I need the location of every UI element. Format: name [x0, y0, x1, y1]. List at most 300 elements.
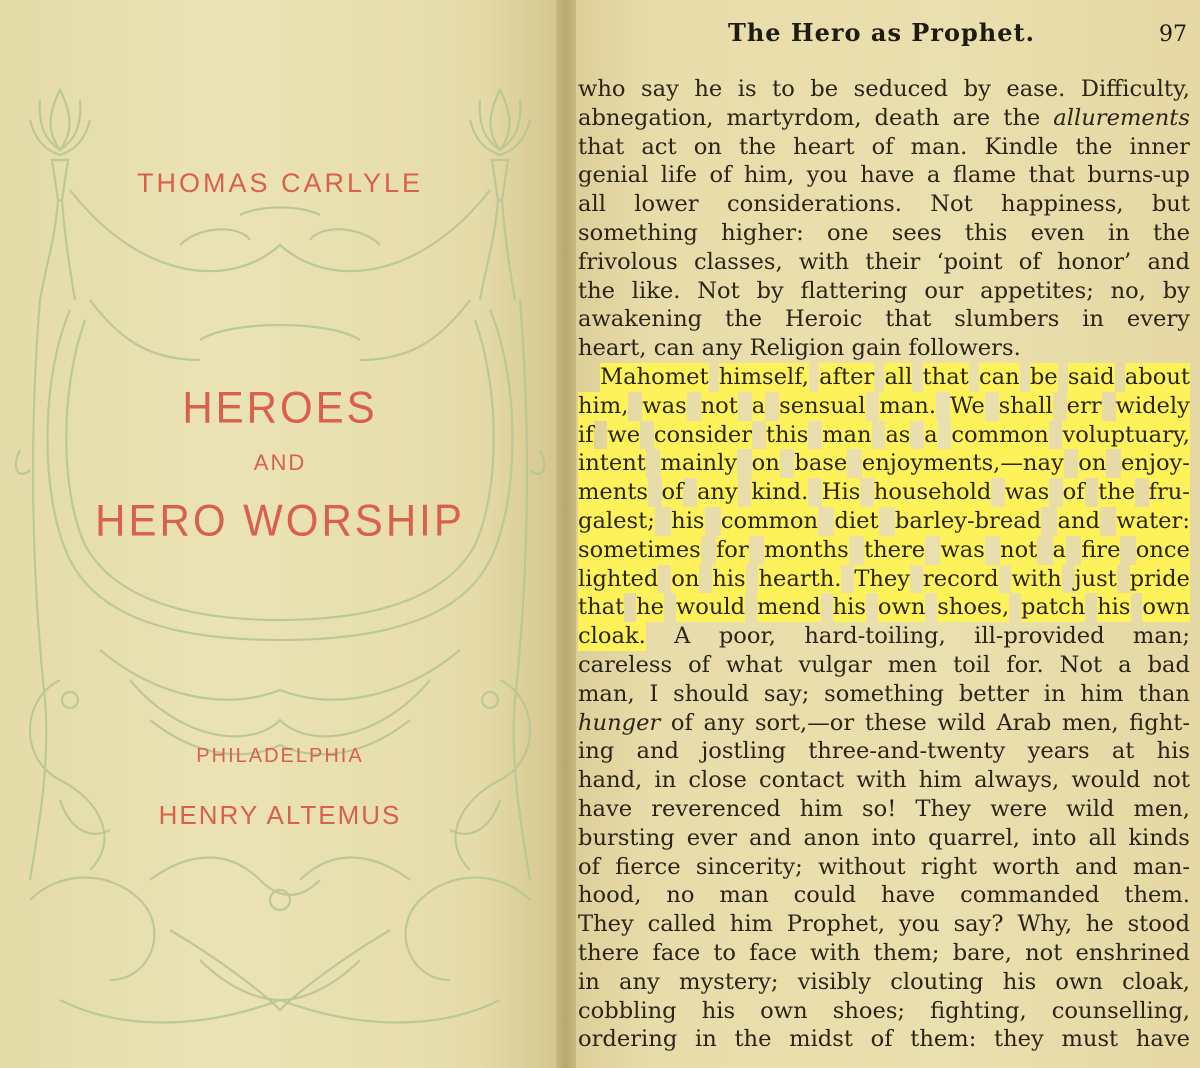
- word: of: [1018, 248, 1041, 275]
- word: without: [818, 853, 906, 880]
- word: shoes,: [937, 594, 1010, 621]
- word: them:: [910, 1026, 977, 1053]
- word: classes,: [693, 248, 783, 275]
- text-line: [578, 334, 1190, 363]
- word: and: [636, 738, 679, 765]
- author-name: THOMAS CARLYLE: [136, 168, 424, 198]
- word: genial: [578, 162, 649, 189]
- word: in: [694, 1026, 717, 1053]
- word: gain: [851, 335, 902, 362]
- word: consider: [653, 421, 753, 448]
- word: of: [709, 162, 732, 189]
- word: abnegation,: [578, 104, 714, 131]
- word: bare,: [952, 939, 1012, 966]
- word: in: [1082, 306, 1104, 333]
- word: his: [671, 507, 705, 534]
- word: galest;: [578, 507, 655, 534]
- word: he: [636, 594, 664, 621]
- word: Heroic: [784, 306, 863, 333]
- word: ments: [578, 479, 649, 506]
- publisher-name: HENRY ALTEMUS: [158, 800, 402, 830]
- running-head: [576, 18, 1200, 54]
- word: bad: [1147, 651, 1190, 678]
- word: at: [1111, 738, 1135, 765]
- word: any: [619, 968, 660, 995]
- word: men,: [1133, 795, 1190, 822]
- word: with: [798, 248, 850, 275]
- word: base: [794, 450, 848, 477]
- word: even: [1030, 219, 1085, 246]
- word: all: [578, 191, 606, 218]
- word: enjoyments,—nay: [861, 450, 1064, 477]
- word: Religion: [749, 335, 845, 362]
- word: on: [671, 565, 700, 592]
- word: to: [772, 76, 795, 102]
- word: not: [700, 392, 738, 419]
- word: three-and-twenty: [808, 738, 1006, 765]
- word: by: [963, 76, 991, 102]
- word: of: [578, 853, 600, 880]
- word: if: [578, 421, 594, 448]
- word: a: [1118, 651, 1132, 678]
- word: happiness,: [1001, 191, 1124, 218]
- book-title-sub: HERO WORSHIP: [95, 495, 465, 546]
- word: just: [1074, 565, 1117, 592]
- word: Why,: [1017, 911, 1073, 938]
- word: with: [810, 939, 861, 966]
- word: They: [578, 911, 634, 938]
- word: Not: [930, 191, 973, 218]
- text-line: [578, 910, 1190, 939]
- word: intent: [578, 450, 646, 477]
- text-line: [578, 709, 1190, 738]
- word: enjoy-: [1121, 450, 1190, 477]
- word: careless: [578, 651, 673, 678]
- word: called: [647, 911, 716, 938]
- word: act: [641, 133, 677, 160]
- word: have: [1135, 1026, 1190, 1053]
- word: patch: [1021, 594, 1086, 621]
- word: was: [940, 536, 985, 563]
- word: a: [1052, 536, 1066, 563]
- text-line: [578, 421, 1190, 450]
- word: close: [688, 767, 747, 794]
- word: wild: [1066, 795, 1115, 822]
- word: poor,: [718, 623, 776, 650]
- word: clouting: [890, 968, 984, 995]
- word: who: [578, 76, 626, 102]
- word: the: [1075, 133, 1113, 160]
- word: he: [1085, 911, 1114, 938]
- word: death: [874, 104, 940, 131]
- word: in: [578, 968, 600, 995]
- word: contact: [759, 767, 845, 794]
- word: frivolous: [578, 248, 678, 275]
- word: for.: [1006, 651, 1044, 678]
- word: they: [994, 1026, 1044, 1053]
- word: on: [751, 450, 780, 477]
- word: and: [1147, 248, 1190, 275]
- running-head-title: The Hero as Prophet.: [728, 18, 1035, 47]
- word: him,: [578, 392, 629, 419]
- word: and: [749, 824, 792, 851]
- word: so!: [862, 795, 897, 822]
- word: better: [958, 680, 1029, 707]
- word: ing: [578, 738, 615, 765]
- word: say: [641, 76, 679, 102]
- word: record: [922, 565, 999, 592]
- word: is: [737, 76, 757, 102]
- word: quarrel,: [928, 824, 1020, 851]
- word: to: [713, 939, 737, 966]
- word: in: [654, 767, 677, 794]
- text-line: [578, 939, 1190, 968]
- word: Not: [1059, 651, 1103, 678]
- word: honor’: [1056, 248, 1132, 275]
- word: be: [810, 76, 839, 102]
- word: every: [1126, 306, 1190, 333]
- word: something: [578, 219, 698, 246]
- word: higher:: [721, 219, 804, 246]
- word: err: [1066, 392, 1102, 419]
- word: as: [885, 421, 911, 448]
- text-line: [578, 651, 1190, 680]
- word: hand,: [578, 767, 643, 794]
- word: commanded: [960, 882, 1100, 909]
- word: mainly: [660, 450, 738, 477]
- word: kind.: [751, 479, 809, 506]
- word: could: [793, 882, 857, 909]
- word: shoes;: [832, 997, 906, 1024]
- word: all: [1088, 824, 1117, 851]
- text-line: [578, 104, 1190, 133]
- text-line: [578, 680, 1190, 709]
- word: midst: [789, 1026, 853, 1053]
- word: any: [703, 709, 745, 736]
- word: barley-bread: [894, 507, 1042, 534]
- word: of: [871, 133, 894, 160]
- word: sometimes: [578, 536, 701, 563]
- word: martyrdom,: [726, 104, 862, 131]
- word: them.: [1124, 882, 1190, 909]
- word: wild: [937, 709, 986, 736]
- word: men,: [1062, 709, 1119, 736]
- text-line: [578, 824, 1190, 853]
- word: his: [1156, 738, 1190, 765]
- word: said: [1067, 363, 1115, 390]
- text-line: [578, 795, 1190, 824]
- word: in: [1107, 219, 1130, 246]
- word: than: [1138, 680, 1190, 707]
- text-line: [578, 1025, 1190, 1054]
- text-line: [578, 219, 1190, 248]
- word: any: [701, 335, 743, 362]
- word: and: [1057, 507, 1100, 534]
- word: should: [673, 680, 750, 707]
- word: that: [1028, 162, 1075, 189]
- word: him,: [743, 162, 795, 189]
- word: this: [765, 421, 809, 448]
- word: him: [729, 911, 773, 938]
- word: vulgar: [798, 651, 872, 678]
- word: hearth.: [758, 565, 842, 592]
- word: his: [1002, 968, 1037, 995]
- word: ordering: [578, 1026, 678, 1053]
- word: enshrined: [1075, 939, 1190, 966]
- word: shall: [998, 392, 1053, 419]
- word: him: [918, 767, 962, 794]
- word: flame: [952, 162, 1017, 189]
- word: They: [915, 795, 972, 822]
- word: kinds: [1128, 824, 1190, 851]
- word: once: [1135, 536, 1190, 563]
- word: not: [1152, 767, 1190, 794]
- word: would: [1071, 767, 1141, 794]
- text-line: [578, 593, 1190, 622]
- text-line: [578, 968, 1190, 997]
- word: that: [578, 133, 625, 160]
- word: we: [607, 421, 641, 448]
- word: by: [1162, 277, 1190, 304]
- word: you: [806, 162, 848, 189]
- word: the: [1152, 219, 1190, 246]
- word: ever: [686, 824, 738, 851]
- word: he: [694, 76, 723, 102]
- word: a: [926, 162, 941, 189]
- word: the: [578, 277, 616, 304]
- word: flattering: [800, 277, 908, 304]
- word: common: [720, 507, 819, 534]
- word: Kindle: [984, 133, 1059, 160]
- word: widely: [1115, 392, 1190, 419]
- word: be: [1029, 363, 1058, 390]
- word: a: [924, 421, 938, 448]
- word: their: [865, 248, 921, 275]
- text-line: [578, 565, 1190, 594]
- word: ill-provided: [974, 623, 1105, 650]
- word: His: [821, 479, 861, 506]
- word: what: [726, 651, 783, 678]
- word: can: [653, 335, 695, 362]
- word: cloak.: [578, 623, 646, 650]
- word: them;: [873, 939, 940, 966]
- word: that: [885, 306, 932, 333]
- word: have: [881, 882, 936, 909]
- word: man: [822, 421, 872, 448]
- word: lower: [634, 191, 699, 218]
- word: him: [1080, 680, 1124, 707]
- text-line: [578, 190, 1190, 219]
- word: Mahomet: [600, 363, 709, 390]
- word: face: [749, 939, 798, 966]
- word: own: [760, 997, 808, 1024]
- word: can: [978, 363, 1020, 390]
- book-gutter: [556, 0, 578, 1068]
- word: lighted: [578, 565, 659, 592]
- word: pride: [1129, 565, 1190, 592]
- word: say;: [763, 680, 810, 707]
- word: and: [1075, 853, 1118, 880]
- text-line: [578, 507, 1190, 536]
- body-text: [578, 75, 1190, 1054]
- word: there: [578, 939, 640, 966]
- word: own: [1055, 968, 1103, 995]
- word: all: [884, 363, 913, 390]
- text-line: [578, 277, 1190, 306]
- word: one: [826, 219, 869, 246]
- word: man;: [1132, 623, 1190, 650]
- word: with: [856, 767, 907, 794]
- word: water:: [1116, 507, 1190, 534]
- word: man,: [578, 680, 635, 707]
- word: sees: [891, 219, 942, 246]
- word: with: [1011, 565, 1062, 592]
- word: burns-up: [1087, 162, 1190, 189]
- word: that: [578, 594, 625, 621]
- word: ease.: [1006, 76, 1066, 102]
- word: was: [642, 392, 687, 419]
- word: in: [1043, 680, 1066, 707]
- text-line: [578, 161, 1190, 190]
- word: counselling,: [1051, 997, 1190, 1024]
- word: himself,: [718, 363, 809, 390]
- word: mystery;: [679, 968, 779, 995]
- word: heart: [793, 133, 855, 160]
- word: awakening: [578, 306, 703, 333]
- word: a: [751, 392, 766, 419]
- word: cobbling: [578, 997, 677, 1024]
- word: of: [661, 479, 684, 506]
- word: inner: [1129, 133, 1190, 160]
- word: worth: [992, 853, 1060, 880]
- word: Arab: [996, 709, 1052, 736]
- word: have: [578, 795, 633, 822]
- word: were: [990, 795, 1048, 822]
- word: his: [832, 594, 866, 621]
- word: something: [824, 680, 945, 707]
- word: fight-: [1129, 709, 1190, 736]
- word: man.: [910, 133, 968, 160]
- word: of: [1062, 479, 1085, 506]
- text-line: [578, 997, 1190, 1026]
- word: own: [877, 594, 926, 621]
- word: there: [863, 536, 926, 563]
- title-text-block: [0, 0, 560, 1068]
- word: followers.: [908, 335, 1021, 362]
- word: these: [864, 709, 927, 736]
- word: A: [674, 623, 691, 650]
- word: any: [696, 479, 738, 506]
- text-line: [578, 133, 1190, 162]
- word: They: [854, 565, 911, 592]
- word: fru-: [1148, 479, 1190, 506]
- word: not: [1025, 939, 1063, 966]
- word: reverenced: [651, 795, 781, 822]
- word: Not: [697, 277, 740, 304]
- word: that: [922, 363, 969, 390]
- word: into: [1031, 824, 1077, 851]
- word: for: [715, 536, 749, 563]
- word: this: [964, 219, 1008, 246]
- word: Prophet,: [786, 911, 886, 938]
- title-page: [0, 0, 560, 1068]
- word: always,: [974, 767, 1060, 794]
- word: into: [871, 824, 917, 851]
- word: heart,: [578, 335, 647, 362]
- word: stood: [1127, 911, 1190, 938]
- word: years: [1027, 738, 1090, 765]
- word: but: [1151, 191, 1190, 218]
- word: fire: [1081, 536, 1121, 563]
- word: own: [1142, 594, 1190, 621]
- word: face: [652, 939, 701, 966]
- word: our: [924, 277, 964, 304]
- word: his: [701, 997, 736, 1024]
- word: sincerity;: [695, 853, 803, 880]
- word: hard-toiling,: [804, 623, 946, 650]
- word: are: [952, 104, 991, 131]
- word: voluptuary,: [1062, 421, 1190, 448]
- text-line: [578, 392, 1190, 421]
- word: ‘point: [936, 248, 1003, 275]
- word: man: [719, 882, 769, 909]
- word: the: [1003, 104, 1041, 131]
- word: months: [763, 536, 849, 563]
- text-line: [578, 536, 1190, 565]
- text-line: [578, 881, 1190, 910]
- word: about: [1124, 363, 1190, 390]
- word: sort,—or: [754, 709, 855, 736]
- word: by: [756, 277, 784, 304]
- word: diet: [834, 507, 879, 534]
- word: considerations.: [726, 191, 902, 218]
- word: seduced: [853, 76, 949, 102]
- text-line: [578, 853, 1190, 882]
- word: We: [949, 392, 985, 419]
- word: after: [819, 363, 875, 390]
- word: man-: [1132, 853, 1190, 880]
- word: of: [670, 709, 693, 736]
- word: no,: [1110, 277, 1146, 304]
- word: household: [873, 479, 992, 506]
- word: of: [870, 1026, 893, 1053]
- word: visibly: [797, 968, 871, 995]
- word: you: [898, 911, 940, 938]
- word: the: [725, 306, 763, 333]
- text-line: [578, 478, 1190, 507]
- word: hood,: [578, 882, 642, 909]
- word: allurements: [1053, 104, 1190, 131]
- word: say?: [953, 911, 1004, 938]
- word: the: [738, 133, 776, 160]
- book-title-main: HEROES: [182, 382, 378, 433]
- word: not: [1000, 536, 1038, 563]
- word: I: [649, 680, 659, 707]
- word: fighting,: [930, 997, 1027, 1024]
- text-line: [578, 305, 1190, 334]
- word: life: [660, 162, 697, 189]
- text-line: [578, 737, 1190, 766]
- word: his: [712, 565, 746, 592]
- word: was: [1004, 479, 1050, 506]
- word: the: [734, 1026, 772, 1053]
- word: appetites;: [980, 277, 1094, 304]
- text-line: [578, 363, 1190, 392]
- word: him: [799, 795, 843, 822]
- word: have: [860, 162, 915, 189]
- word: hunger: [578, 709, 661, 736]
- word: of: [688, 651, 711, 678]
